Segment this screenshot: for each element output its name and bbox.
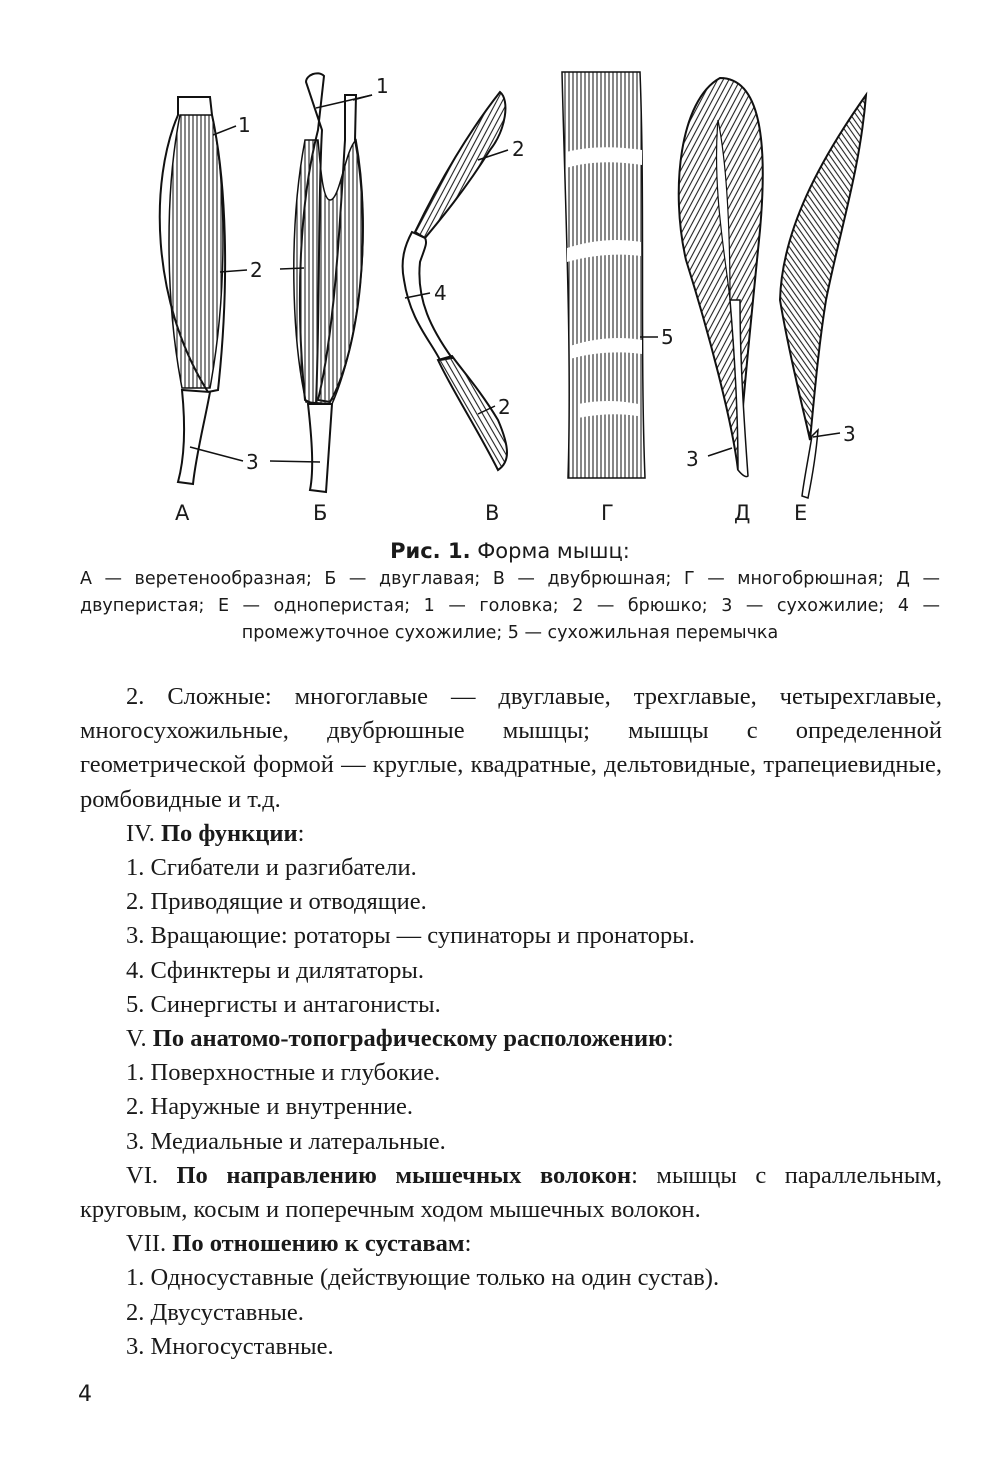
list-item: 1. Сгибатели и разгибатели. [126,854,417,882]
label-g5: 5 [661,325,674,349]
page-number: 4 [78,1382,92,1407]
list-item: 3. Вращающие: ротаторы — супинаторы и пронаторы. [126,922,695,950]
list-item: 4. Сфинктеры и дилятаторы. [126,956,424,984]
list-item: 5. Синергисты и антагонисты. [126,990,441,1018]
heading-joints-bold: По отношению к суставам [172,1230,465,1258]
label-b1: 1 [376,74,389,98]
heading-function-bold: По функции [160,819,298,847]
muscle-g-multibelly [562,72,658,478]
list-item: 2. Наружные и внутренние. [126,1093,414,1121]
heading-location [80,1022,942,1056]
caption-title [80,536,940,566]
heading-joints-num: VII. [126,1230,173,1258]
heading-function-num: IV. [126,819,161,847]
heading-joints-tail: : [464,1230,472,1258]
label-v2-bottom: 2 [498,395,511,419]
letter-g: Г [601,501,614,525]
heading-fiber-direction [80,1159,942,1227]
heading-location-tail: : [666,1025,674,1053]
list-item: 3. Многосуставные. [126,1332,334,1360]
letter-a: А [175,501,190,525]
muscle-v-digastric [403,92,508,470]
list-item: 2. Приводящие и отводящие. [126,888,427,916]
body-text [80,680,942,1364]
label-e3: 3 [843,422,856,446]
heading-fiber-bold: По направлению мышечных волокон [176,1161,632,1189]
muscle-b-biceps [270,73,372,492]
label-v2-top: 2 [512,137,525,161]
heading-fiber-tail: : мышцы с параллельным, круговым, косым и поперечным ходом мышечных волокон. [80,1161,942,1224]
heading-function [80,817,942,851]
list-item: 1. Поверхностные и глубокие. [126,1059,441,1087]
label-a3: 3 [246,450,259,474]
heading-function-tail: : [297,819,305,847]
muscle-a-fusiform [160,97,247,484]
label-v4: 4 [434,281,447,305]
caption-title-bold: Рис. 1. [390,539,471,563]
paragraph-complex: 2. Сложные: многоглавые — двуглавые, трехглавые, четырехглавые, многосухожильные, двубрюшные мышцы; мышцы с определенной геометрической формой — круглые, квадратные, дельтовидные, трапециевидные, ромбовидные и т.д. [80,683,942,813]
heading-fiber-num: VI. [126,1161,177,1189]
label-a2: 2 [250,258,263,282]
caption-body: А — веретенообразная; Б — двуглавая; В — двубрюшная; Г — многобрюшная; Д — двуперистая; Е — одноперистая; 1 — головка; 2 — брюшко; 3 — сухожилие; 4 — промежуточное сухожилие; 5 — сухожильная перемычка [80,569,940,643]
heading-location-bold: По анатомо-топографическому расположению [152,1025,667,1053]
label-a1: 1 [238,113,251,137]
letter-d: Д [734,501,751,525]
muscle-d-bipennate [679,78,763,477]
caption-title-rest: Форма мышц: [470,539,630,563]
list-item: 1. Односуставные (действующие только на один сустав). [126,1264,720,1292]
heading-joints [80,1227,942,1261]
list-item: 2. Двусуставные. [126,1298,304,1326]
letter-v: В [485,501,500,525]
muscle-shapes-figure [0,0,1000,540]
figure-caption [80,536,940,647]
list-item: 3. Медиальные и латеральные. [126,1127,446,1155]
label-d3: 3 [686,447,699,471]
letter-b: Б [313,501,328,525]
letter-e: Е [794,501,808,525]
heading-location-num: V. [126,1025,153,1053]
